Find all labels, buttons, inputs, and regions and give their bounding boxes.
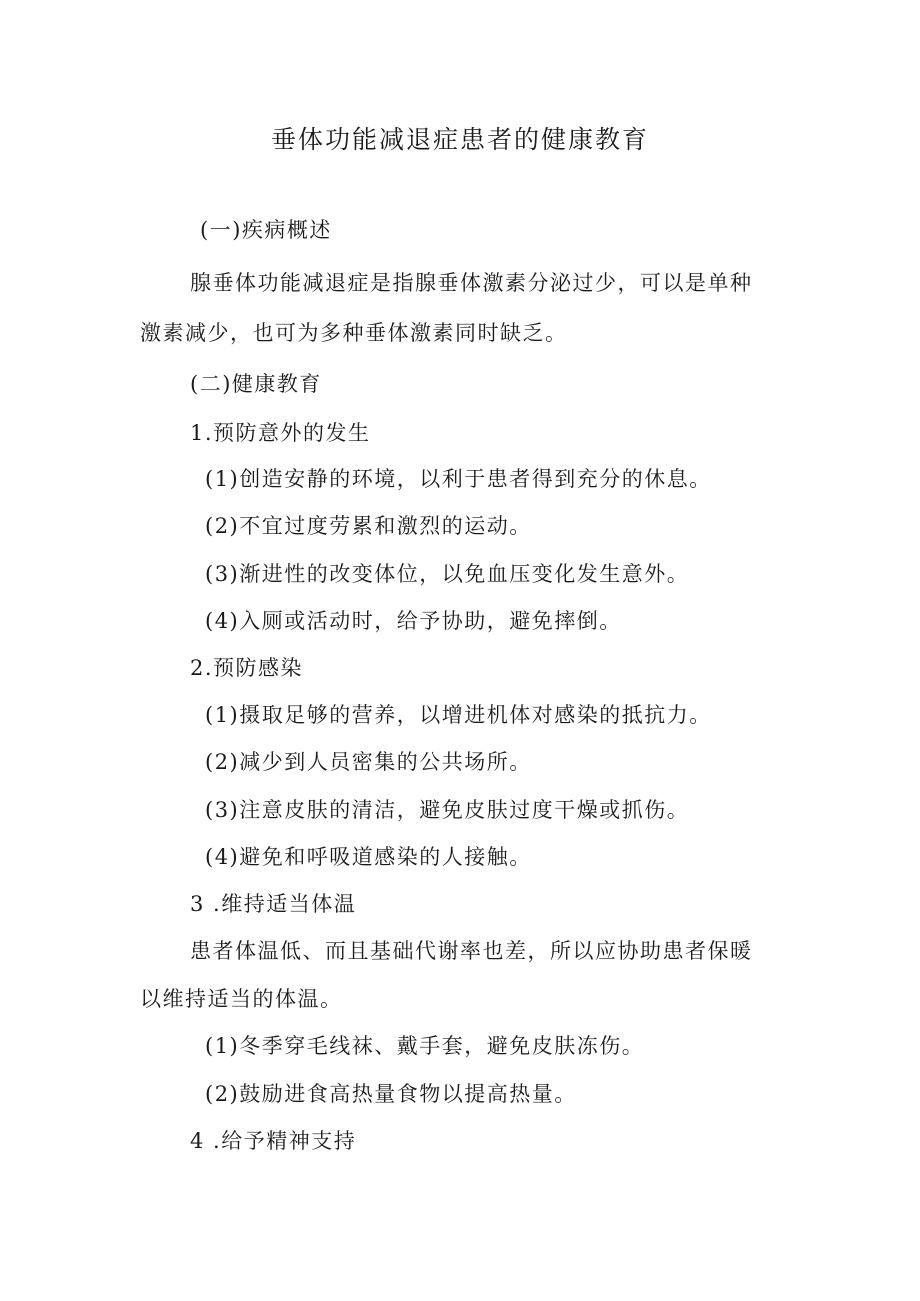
item3-point-1: (1)冬季穿毛线袜、戴手套，避免皮肤冻伤。	[205, 1034, 645, 1058]
item2-point-4: (4)避免和呼吸道感染的人接触。	[205, 845, 532, 869]
item2-point-1: (1)摄取足够的营养，以增进机体对感染的抵抗力。	[205, 703, 712, 727]
item1-heading: 1.预防意外的发生	[190, 421, 371, 445]
item2-point-2: (2)减少到人员密集的公共场所。	[205, 750, 532, 774]
section2-heading: (二)健康教育	[190, 372, 322, 396]
item1-point-3: (3)渐进性的改变体位，以免血压变化发生意外。	[205, 562, 690, 586]
item3-paragraph-line2: 以维持适当的体温。	[140, 987, 343, 1011]
item3-heading: 3 .维持适当体温	[190, 892, 357, 916]
document-title: 垂体功能减退症患者的健康教育	[270, 125, 649, 154]
item2-heading: 2.预防感染	[190, 656, 304, 680]
item1-point-1: (1)创造安静的环境，以利于患者得到充分的休息。	[205, 467, 712, 491]
section1-heading: (一)疾病概述	[200, 218, 332, 242]
section1-paragraph-line2: 激素减少，也可为多种垂体激素同时缺乏。	[140, 321, 568, 345]
item3-point-2: (2)鼓励进食高热量食物以提高热量。	[205, 1082, 577, 1106]
item2-point-3: (3)注意皮肤的清洁，避免皮肤过度干燥或抓伤。	[205, 798, 690, 822]
section1-paragraph-line1: 腺垂体功能减退症是指腺垂体激素分泌过少，可以是单种	[190, 271, 753, 295]
item4-heading: 4 .给予精神支持	[190, 1129, 357, 1153]
item1-point-2: (2)不宜过度劳累和激烈的运动。	[205, 514, 532, 538]
item3-paragraph-line1: 患者体温低、而且基础代谢率也差，所以应协助患者保暖	[190, 939, 753, 963]
item1-point-4: (4)入厕或活动时，给予协助，避免摔倒。	[205, 609, 622, 633]
